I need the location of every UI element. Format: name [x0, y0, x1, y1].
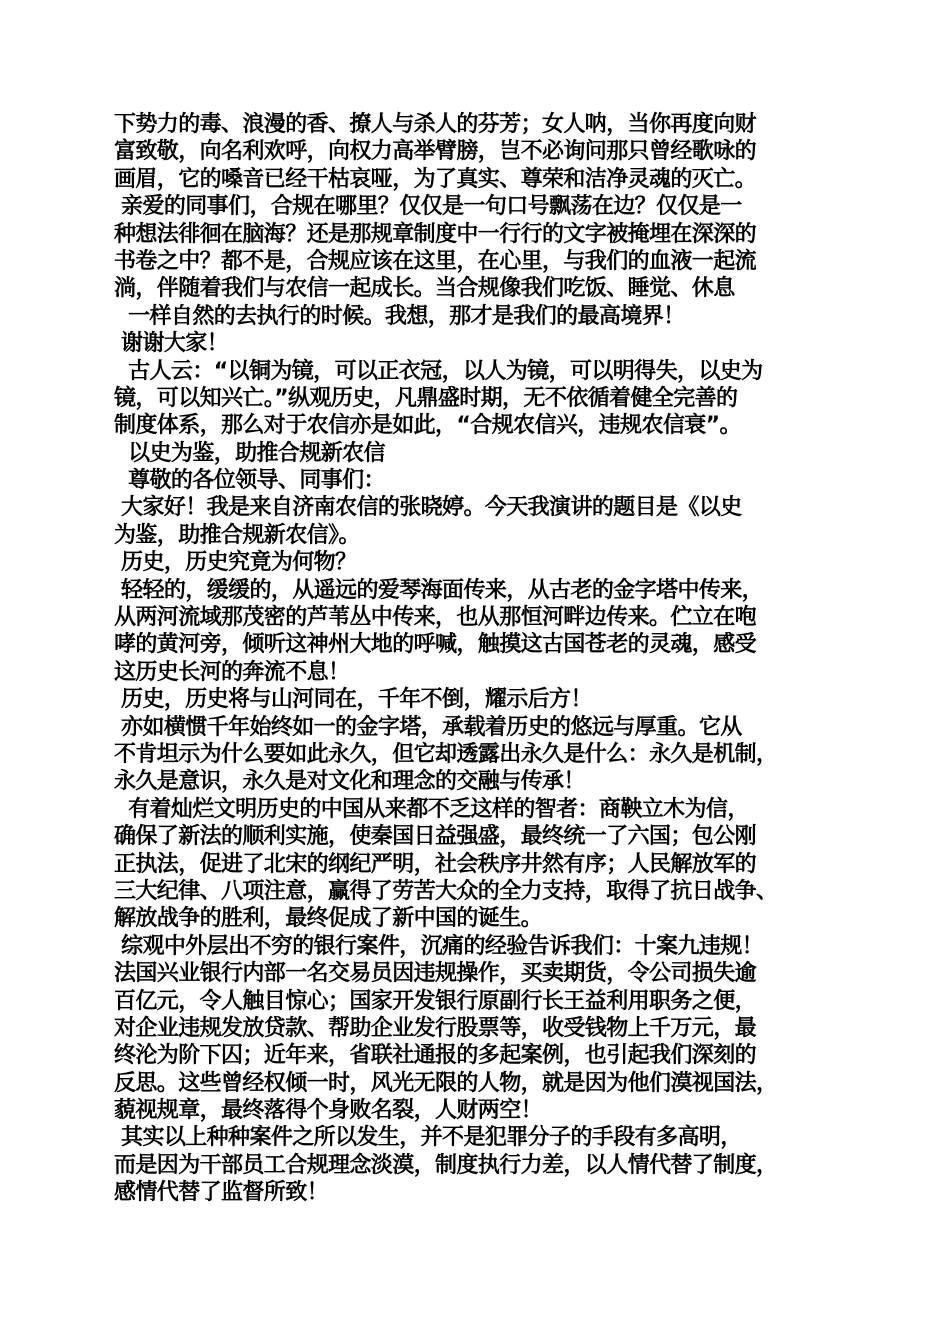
text-line: 以史为鉴，助推合规新农信: [114, 440, 385, 466]
text-line: 而是因为干部员工合规理念淡漠，制度执行力差，以人情代替了制度，: [114, 1152, 778, 1178]
text-line: 终沦为阶下囚；近年来，省联社通报的多起案例，也引起我们深刻的: [114, 1043, 757, 1069]
text-line: 历史，历史将与山河同在，千年不倒，耀示后方！: [114, 687, 592, 713]
text-line: 亲爱的同事们，合规在哪里？仅仅是一句口号飘荡在边？仅仅是一: [114, 194, 742, 220]
text-line: 轻轻的，缓缓的，从遥远的爱琴海面传来，从古老的金字塔中传来，: [114, 577, 764, 603]
text-line: 反思。这些曾经权倾一时，风光无限的人物，就是因为他们漠视国法，: [114, 1070, 778, 1096]
text-line: 确保了新法的顺利实施，使秦国日益强盛，最终统一了六国；包公刚: [114, 824, 757, 850]
text-line: 哮的黄河旁，倾听这神州大地的呼喊，触摸这古国苍老的灵魂，感受: [114, 632, 757, 658]
text-line: 尊敬的各位领导、同事们：: [114, 468, 385, 494]
text-line: 这历史长河的奔流不息！: [114, 659, 350, 685]
text-line: 正执法，促进了北宋的纲纪严明，社会秩序井然有序；人民解放军的: [114, 851, 757, 877]
text-line: 下势力的毒、浪漫的香、撩人与杀人的芬芳；女人呐，当你再度向财: [114, 112, 757, 137]
text-line: 综观中外层出不穷的银行案件，沉痛的经验告诉我们：十案九违规！: [114, 933, 764, 959]
text-line: 对企业违规发放贷款、帮助企业发行股票等，收受钱物上千万元，最: [114, 1015, 757, 1041]
text-line: 三大纪律、八项注意，赢得了劳苦大众的全力支持，取得了抗日战争、: [114, 878, 778, 904]
text-line: 从两河流域那茂密的芦苇丛中传来，也从那恒河畔边传来。伫立在咆: [114, 605, 757, 631]
text-line: 书卷之中？都不是，合规应该在这里，在心里，与我们的血液一起流: [114, 248, 757, 274]
text-line: 历史，历史究竟为何物？: [114, 550, 357, 576]
text-line: 种想法徘徊在脑海？还是那规章制度中一行行的文字被掩埋在深深的: [114, 221, 757, 247]
document-body: [114, 111, 854, 1207]
text-line: 淌，伴随着我们与农信一起成长。当合规像我们吃饭、睡觉、休息: [114, 276, 735, 302]
text-line: 有着灿烂文明历史的中国从来都不乏这样的智者：商鞅立木为信，: [114, 796, 749, 822]
text-line: 藐视规章，最终落得个身败名裂，人财两空！: [114, 1098, 543, 1124]
text-line: 富致敬，向名利欢呼，向权力高举臂膀，岂不必询问那只曾经歌咏的: [114, 139, 757, 165]
text-line: 永久是意识，永久是对文化和理念的交融与传承！: [114, 769, 585, 795]
text-line: 感情代替了监督所致！: [114, 1180, 329, 1206]
text-line: 不肯坦示为什么要如此永久，但它却透露出永久是什么：永久是机制，: [114, 741, 778, 767]
text-line: 镜，可以知兴亡。”纵观历史，凡鼎盛时期，无不依循着健全完善的: [114, 385, 738, 411]
text-line: 百亿元，令人触目惊心；国家开发银行原副行长王益利用职务之便，: [114, 988, 757, 1014]
text-line: 大家好！我是来自济南农信的张晓婷。今天我演讲的题目是《以史: [114, 495, 742, 521]
text-line: 亦如横惯千年始终如一的金字塔，承载着历史的悠远与厚重。它从: [114, 714, 742, 740]
text-line: 其实以上种种案件之所以发生，并不是犯罪分子的手段有多高明，: [114, 1125, 742, 1151]
text-line: 古人云：“以铜为镜，可以正衣冠，以人为镜，可以明得失，以史为: [114, 358, 763, 384]
text-line: 解放战争的胜利，最终促成了新中国的诞生。: [114, 906, 543, 932]
text-line: 法国兴业银行内部一名交易员因违规操作，买卖期货，令公司损失逾: [114, 961, 757, 987]
text-line: 画眉，它的嗓音已经干枯哀哑，为了真实、尊荣和洁净灵魂的灭亡。: [114, 166, 757, 192]
text-line: 谢谢大家！: [114, 331, 229, 357]
text-line: 为鉴，助推合规新农信》。: [114, 522, 360, 548]
text-line: 一样自然的去执行的时候。我想，那才是我们的最高境界！: [114, 303, 685, 329]
text-line: 制度体系，那么对于农信亦是如此，“合规农信兴，违规农信衰”。: [114, 413, 741, 439]
